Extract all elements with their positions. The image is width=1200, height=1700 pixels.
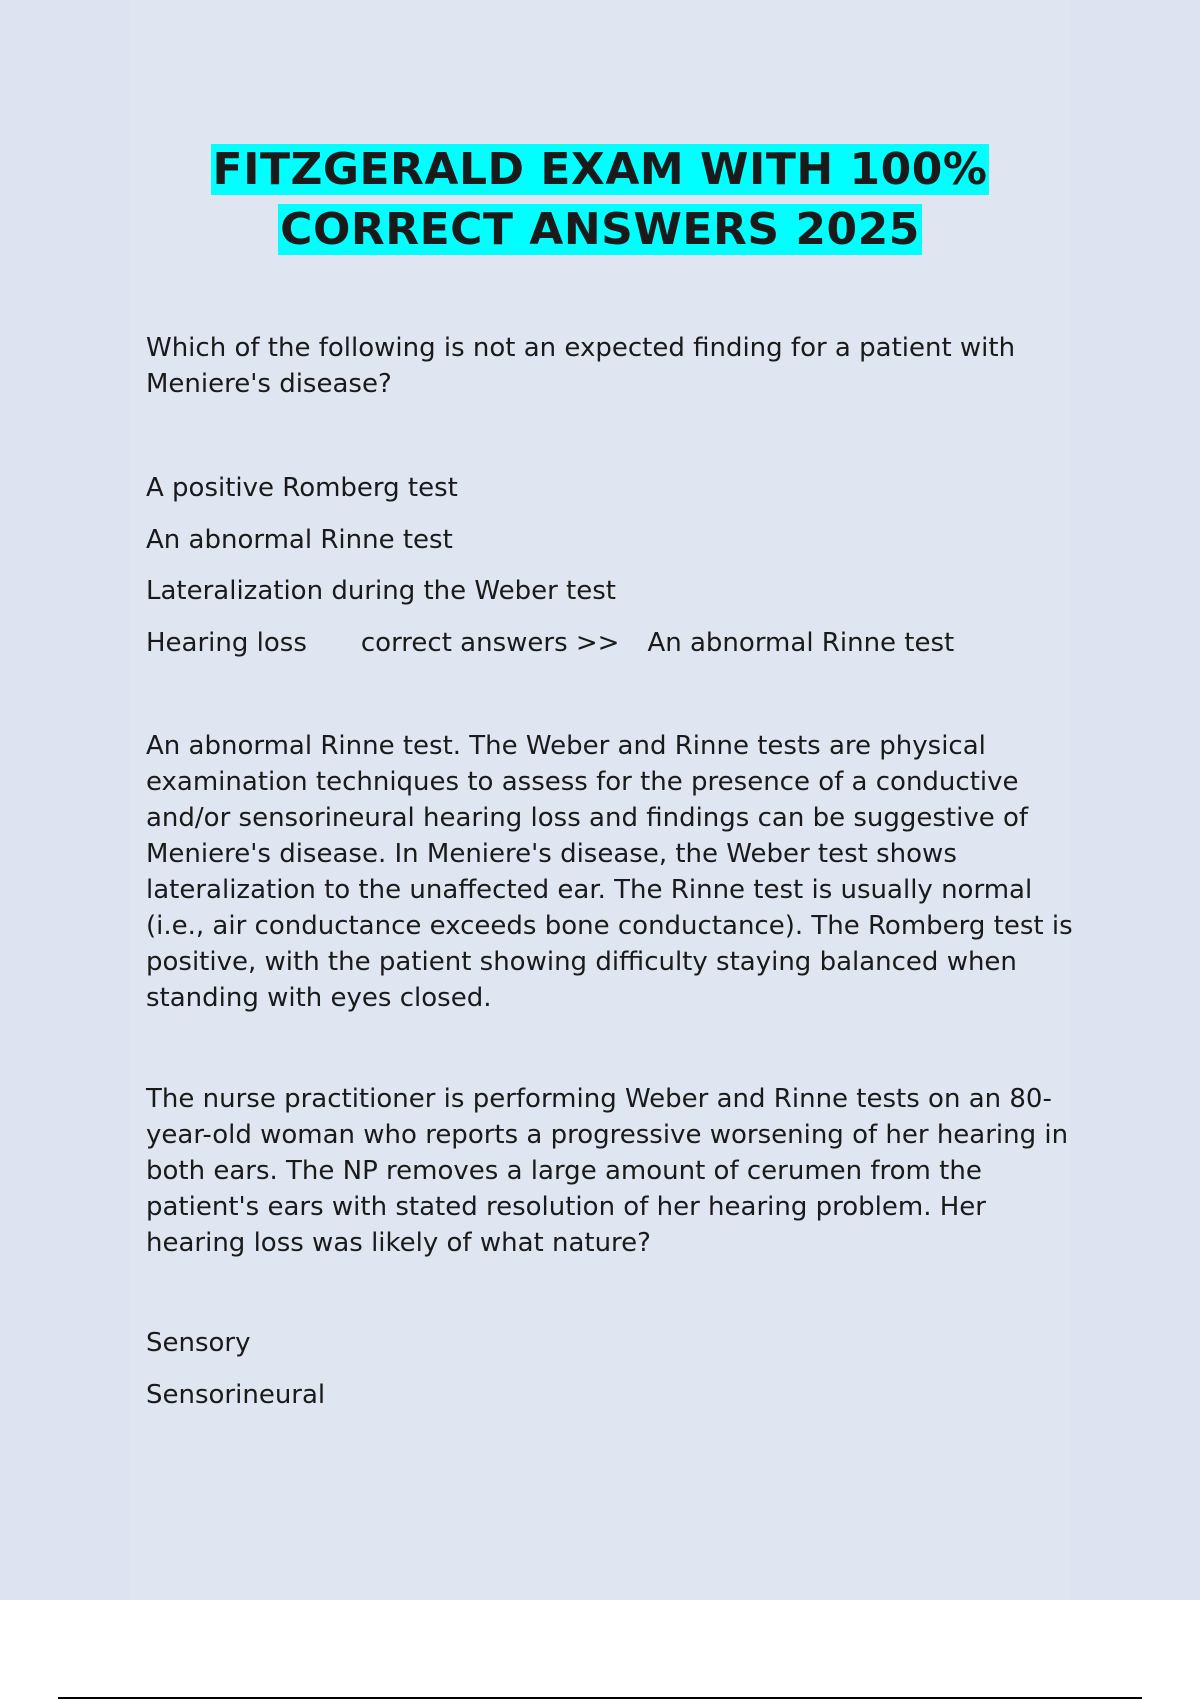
question-1-answer: An abnormal Rinne test — [647, 628, 955, 658]
question-1-explanation: An abnormal Rinne test. The Weber and Rinne tests are physical examination techniques to assess for the presence of a conductive and/or sensorineural hearing loss and findings can be suggestive of Meniere's disease. In Meniere's disease, the Weber test shows lateralization to the unaffected ear. The Rinne test is usually normal (i.e., air conductance exceeds bone conductance). The Romberg test is positive, with the patient showing difficulty staying balanced when standing with eyes closed. — [146, 731, 1073, 1013]
question-1-option-a: A positive Romberg test — [146, 473, 458, 503]
question-1-option-c: Lateralization during the Weber test — [146, 576, 616, 606]
question-2-option-b: Sensorineural — [146, 1380, 326, 1410]
question-2-text: The nurse practitioner is performing Weber and Rinne tests on an 80-year-old woman who reports a progressive worsening of her hearing in both ears. The NP removes a large amount of cerumen from the patient's ears with stated resolution of her hearing problem. Her hearing loss was likely of what nature? — [146, 1084, 1069, 1258]
title-line-1: FITZGERALD EXAM WITH 100% — [212, 144, 988, 195]
question-1-option-d: Hearing loss — [146, 628, 307, 658]
question-2-option-a: Sensory — [146, 1328, 251, 1358]
title-line-2: CORRECT ANSWERS 2025 — [280, 204, 920, 255]
question-1-text: Which of the following is not an expected finding for a patient with Meniere's disease? — [146, 333, 1016, 399]
document-content — [146, 140, 1086, 1410]
answer-label: correct answers >> — [360, 628, 620, 658]
footer-divider — [58, 1697, 1142, 1699]
question-1-option-d-row — [146, 625, 954, 661]
question-1-option-b: An abnormal Rinne test — [146, 525, 453, 555]
document-title — [0, 140, 1200, 260]
